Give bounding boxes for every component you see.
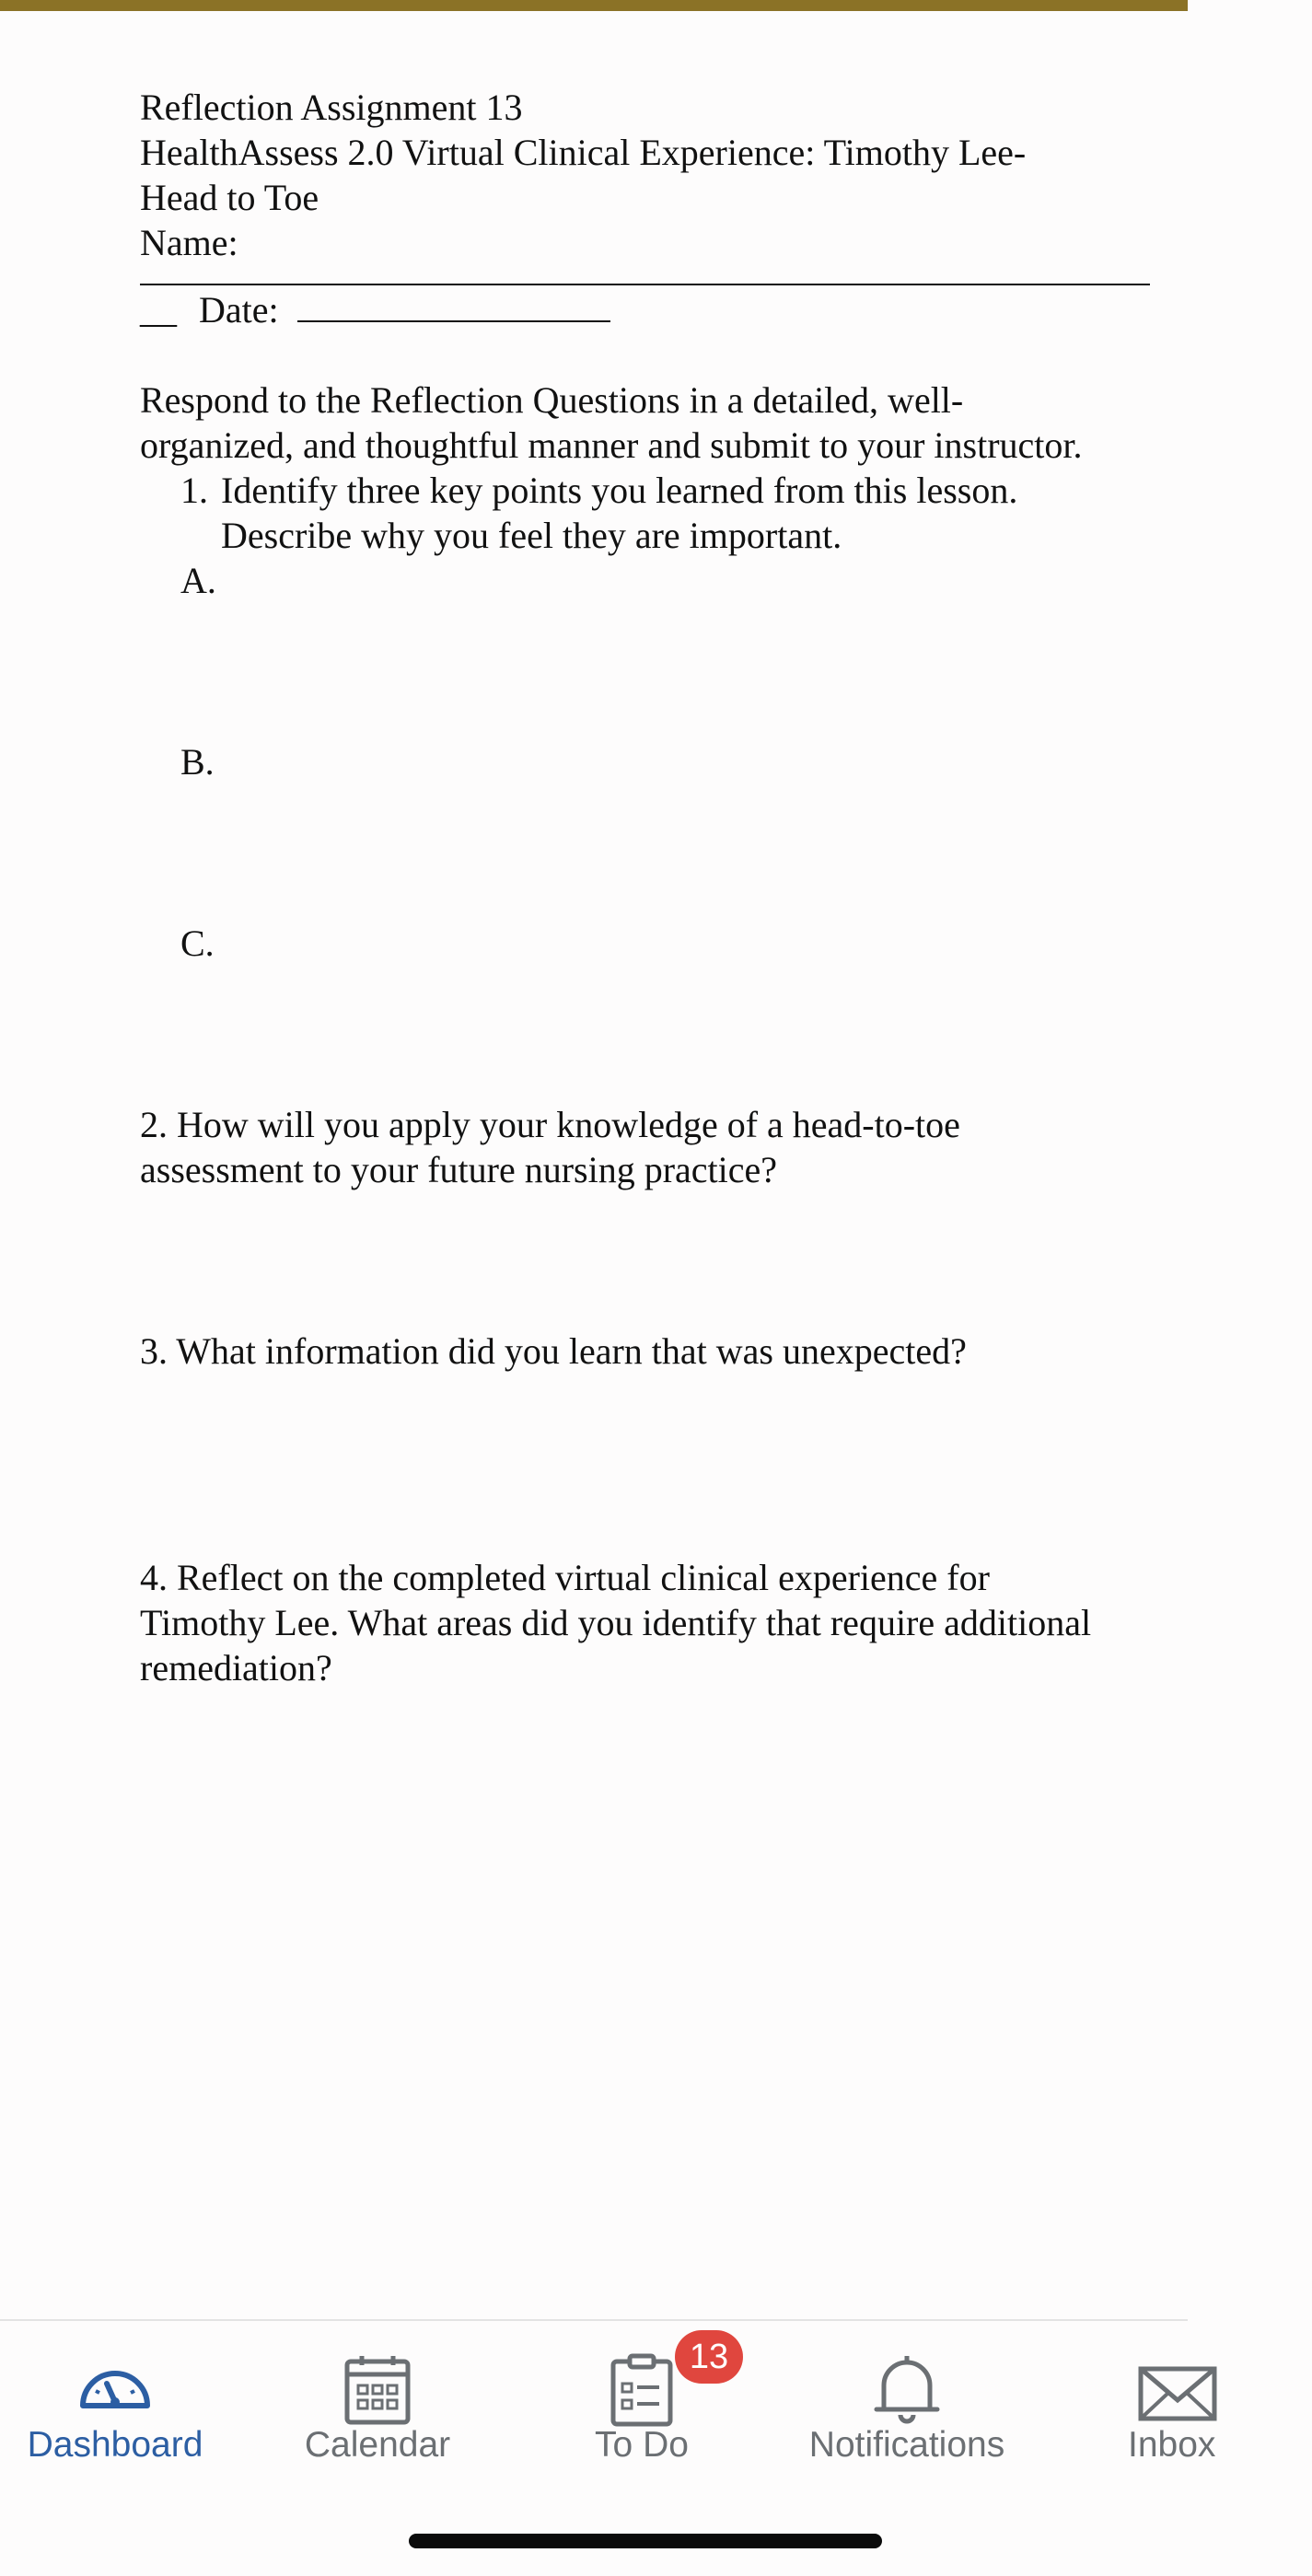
question-2-line-1: 2. How will you apply your knowledge of a head-to-toe [140,1104,960,1145]
instructions [140,377,1153,468]
question-1-answers [180,558,1153,1102]
answer-a-label: A. [180,560,216,601]
answer-a [180,558,1153,739]
date-row [140,287,1153,332]
tab-notifications-label: Notifications [808,2425,1005,2465]
question-4 [140,1555,1153,1690]
instructions-line-2: organized, and thoughtful manner and submit to your instructor. [140,424,1083,466]
question-1-line-2: Describe why you feel they are important. [221,515,842,556]
date-underline [297,293,610,322]
question-1 [180,468,1153,558]
question-2 [140,1102,1153,1192]
document-content [140,85,1153,1690]
document-subtitle-line-2: Head to Toe [140,177,319,218]
tab-dashboard-label: Dashboard [27,2425,203,2465]
tab-todo-label: To Do [595,2425,689,2465]
document-subtitle-line-1: HealthAssess 2.0 Virtual Clinical Experience: Timothy Lee- [140,132,1027,173]
todo-clipboard-icon [600,2349,683,2431]
name-underline [140,284,1150,285]
dashboard-gauge-icon [74,2349,157,2431]
home-indicator[interactable] [409,2534,882,2548]
question-1-line-1: Identify three key points you learned from this lesson. [221,470,1018,511]
top-accent-bar [0,0,1188,11]
document-title: Reflection Assignment 13 [140,87,523,128]
answer-c [180,921,1153,1102]
instructions-line-1: Respond to the Reflection Questions in a detailed, well- [140,379,964,421]
question-3-text: 3. What information did you learn that was unexpected? [140,1330,967,1372]
bell-icon [865,2349,948,2431]
question-2-line-2: assessment to your future nursing practice? [140,1149,778,1190]
answer-b [180,739,1153,921]
answer-b-label: B. [180,741,215,783]
date-label: Date: [199,289,279,331]
calendar-icon [336,2349,419,2431]
answer-c-label: C. [180,922,215,964]
name-label: Name: [140,222,238,263]
question-4-line-3: remediation? [140,1647,332,1688]
todo-count-badge: 13 [675,2330,743,2384]
mail-icon [1137,2349,1220,2431]
tab-inbox-label: Inbox [1128,2425,1216,2465]
question-3 [140,1329,1153,1374]
question-1-number: 1. [180,470,208,511]
tab-calendar-label: Calendar [304,2425,451,2465]
question-4-line-2: Timothy Lee. What areas did you identify that require additional [140,1602,1092,1643]
question-4-line-1: 4. Reflect on the completed virtual clinical experience for [140,1557,990,1598]
date-prefix: __ [140,289,177,331]
